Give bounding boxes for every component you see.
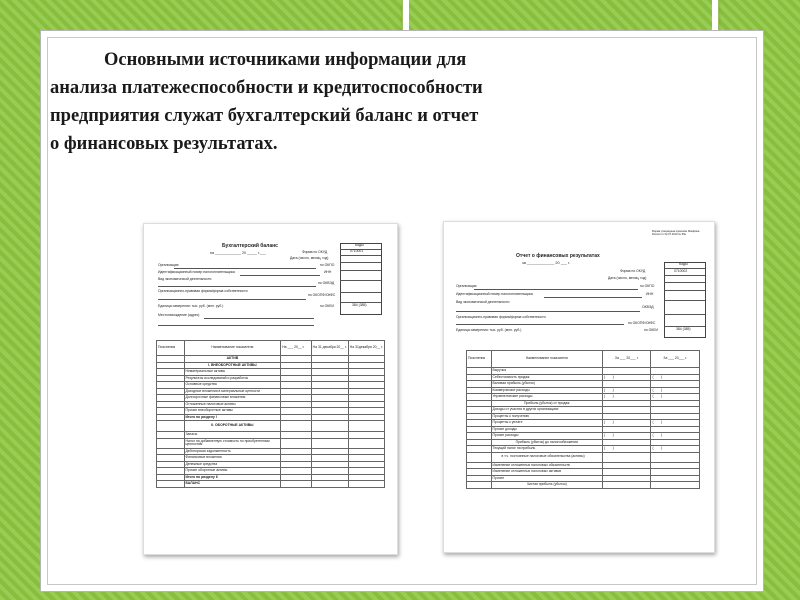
inn-label: Идентификационный номер налогоплательщика (456, 292, 533, 296)
form-label: Форма по ОКУД (302, 250, 328, 254)
okpo-label: по ОКПО (640, 284, 655, 288)
report-title: Отчет о финансовых результатах (516, 253, 600, 259)
table-row: II. ОБОРОТНЫЕ АКТИВЫ (184, 421, 281, 432)
codes-divider (340, 262, 381, 263)
table-row: Основные средства (184, 382, 281, 389)
table-row: I. ВНЕОБОРОТНЫЕ АКТИВЫ (184, 362, 281, 369)
slide-text-line: предприятия служат бухгалтерский баланс и отчет (50, 106, 479, 126)
table-row: Дебиторская задолженность (184, 448, 281, 455)
table-row: Прочие расходы (491, 433, 602, 440)
table-row: Выручка (491, 368, 602, 375)
address-label: Местонахождение (адрес) (158, 313, 200, 317)
table-row: Управленческие расходы (491, 394, 602, 401)
slide-text (50, 46, 690, 158)
col-header: На 31 декабря 20__ г. (311, 341, 348, 356)
col-header: Наименование показателя (491, 351, 602, 368)
col-header: На ___ 20__ г. (281, 341, 311, 356)
form-code: 0710001 (350, 249, 364, 253)
okei-label: по ОКЕИ (644, 328, 658, 332)
inn: ИНН (324, 270, 332, 274)
ownership-label: Организационно-правовая форма/форма собственности (456, 315, 546, 319)
table-row: Доходные вложения в материальные ценности (184, 388, 281, 395)
codes-divider (340, 270, 381, 271)
underline (544, 297, 642, 298)
okved-label: по ОКВЭД (318, 281, 335, 285)
org-label: Организация (456, 284, 477, 288)
table-row: Итого по разделу II (184, 474, 281, 481)
table-row: Текущий налог на прибыль (491, 446, 602, 453)
underline (158, 286, 316, 287)
codes-divider (340, 255, 381, 256)
col-header: Наименование показателя (184, 341, 281, 356)
table-row: БАЛАНС (184, 481, 281, 488)
underline (158, 325, 314, 326)
underline (240, 275, 320, 276)
codes-divider (664, 282, 705, 283)
col-header: За ___ 20___ г. (602, 351, 651, 368)
table-row: Долгосрочные финансовые вложения (184, 395, 281, 402)
balance-sheet-document (143, 223, 398, 555)
codes-divider (340, 292, 381, 293)
table-row: Изменение отложенных налоговых активов (491, 469, 602, 476)
financial-report-document (443, 221, 715, 553)
table-row: Себестоимость продаж (491, 374, 602, 381)
table-row: Отложенные налоговые активы (184, 401, 281, 408)
unit-label: Единица измерения: тыс. руб. (млн. руб.) (456, 328, 522, 332)
table-row: Прибыль (убыток) от продаж (491, 400, 602, 407)
table-row: Чистая прибыль (убыток) (491, 482, 602, 489)
date-label: Дата (число, месяц, год) (290, 256, 329, 260)
okopf-label: по ОКОПФ/ОКФС (628, 321, 656, 325)
underline (158, 299, 306, 300)
table-row: АКТИВ (184, 356, 281, 363)
codes-divider (664, 290, 705, 291)
report-corner-note: Форма утверждена приказом Минфина России от 02.07.2010 № 66н (652, 230, 700, 237)
okved-label: ОКВЭД (642, 305, 654, 309)
table-row: Проценты к получению (491, 413, 602, 420)
table-row: Прочие доходы (491, 426, 602, 433)
okei-label: по ОКЕИ (320, 304, 334, 308)
unit-label: Единица измерения: тыс. руб. (млн. руб.) (158, 304, 224, 308)
col-header: На 31декабря 20__ г. (348, 341, 384, 356)
report-date-line: за _____________ 20 ___ г. (522, 261, 571, 265)
table-row: Налог на добавленную стоимость по приобретенным ценностям (184, 438, 281, 448)
underline (204, 318, 314, 319)
codes-divider (664, 275, 705, 276)
activity-label: Вид экономической деятельности (456, 300, 510, 304)
table-row: Прибыль (убыток) до налогообложения (491, 439, 602, 446)
ownership-label: Организационно-правовая форма/форма собственности (158, 289, 248, 293)
col-header: Пояснения (157, 341, 185, 356)
slide-text-line: Основными источниками информации для (104, 50, 467, 70)
table-row: Доходы от участия в других организациях (491, 407, 602, 414)
underline (456, 324, 624, 325)
report-table: Пояснения Наименование показателя За ___ 20___ г. За ___ 20___ г. Выручка Себестоимость продаж ( ) ( ) Валовая прибыль (убыток) Коммерческие расходы ( ) ( ) Управленческие расходы ( ) ( ) Прибыль (убыток) от продаж Доходы от участия в других организациях Проценты к получению Проценты к уплате ( ) ( ) Прочие доходы Прочие расходы ( ) ( ) Прибыль (убыток) до налогообложения Текущий налог на прибыль ( ) ( ) в т.ч. постоянные налоговые обязательства (активы) Изменение отложенных налоговых обязательств Изменение отложенных налоговых активов Прочее Чистая прибыль (убыток) (466, 350, 700, 489)
table-row: Итого по разделу I (184, 414, 281, 421)
form-code: 0710002 (674, 269, 688, 273)
balance-date-line: на _____________ 20 _____ г.___ (210, 251, 266, 255)
col-header: Пояснения (467, 351, 492, 368)
codes-divider (664, 314, 705, 315)
table-row: Коммерческие расходы (491, 387, 602, 394)
col-header: За ___ 20___ г. (651, 351, 700, 368)
table-row: Финансовые вложения (184, 455, 281, 462)
table-row: Результаты исследований и разработок (184, 375, 281, 382)
form-label: Форма по ОКУД (620, 269, 646, 273)
table-row: Прочее (491, 475, 602, 482)
table-row: Прочие оборотные активы (184, 468, 281, 475)
codes-header: Коды (355, 243, 364, 247)
date-label: Дата (число, месяц, год) (608, 276, 647, 280)
org-label: Организация (158, 263, 179, 267)
okei-code: 384 (385) (352, 303, 367, 307)
underline (456, 311, 640, 312)
slide-text-line: о финансовых результатах. (50, 134, 278, 154)
table-row: Валовая прибыль (убыток) (491, 381, 602, 388)
codes-header: Коды (679, 262, 688, 266)
inn: ИНН (646, 292, 654, 296)
underline (174, 268, 316, 269)
table-row: Нематериальные активы (184, 369, 281, 376)
balance-table (156, 340, 385, 488)
table-row: Изменение отложенных налоговых обязательств (491, 462, 602, 469)
slide-text-line: анализа платежеспособности и кредитоспособности (50, 78, 483, 98)
okei-code: 384 (385) (676, 327, 691, 331)
activity-label: Вид экономической деятельности (158, 277, 212, 281)
codes-divider (340, 280, 381, 281)
table-row: в т.ч. постоянные налоговые обязательства (активы) (491, 452, 602, 462)
table-row: Проценты к уплате (491, 420, 602, 427)
okopf-label: по ОКОПФ/ОКФС (308, 293, 336, 297)
underline (474, 289, 638, 290)
table-row: Запасы (184, 432, 281, 439)
table-row: Прочие внеоборотные активы (184, 408, 281, 415)
okpo-label: по ОКПО (320, 263, 335, 267)
inn-label: Идентификационный номер налогоплательщика (158, 270, 235, 274)
codes-divider (664, 300, 705, 301)
table-row: Денежные средства (184, 461, 281, 468)
balance-title: Бухгалтерский баланс (222, 243, 278, 249)
